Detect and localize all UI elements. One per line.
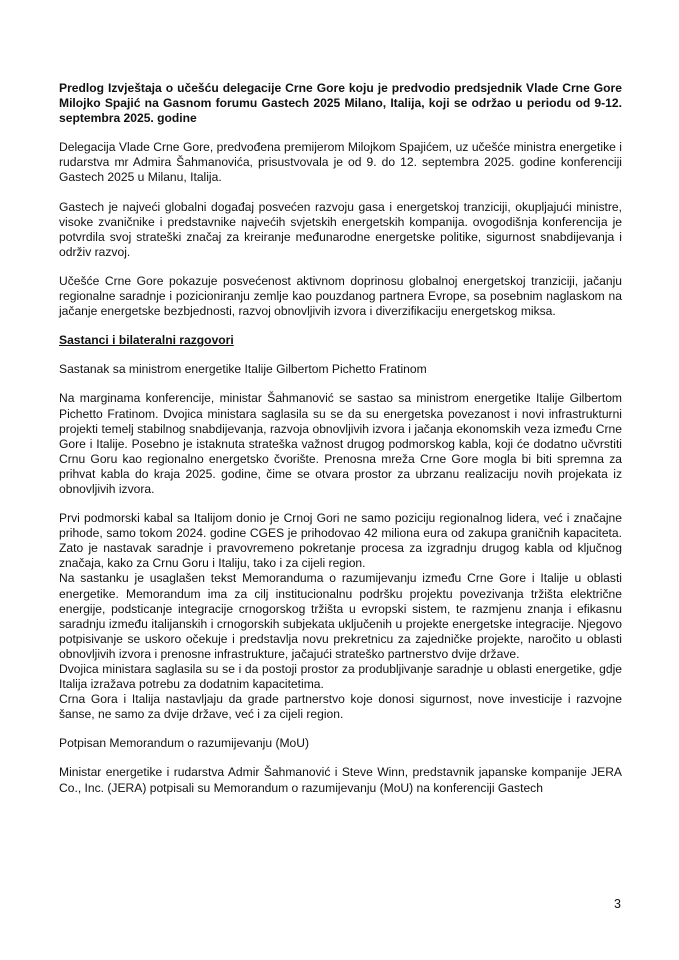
mou-paragraph: Ministar energetike i rudarstva Admir Šahmanović i Steve Winn, predstavnik japanske kompanije JERA Co., Inc. (JERA) potpisali su Memorandum o razumijevanju (MoU) na konferenciji Gastech bbox=[59, 765, 622, 795]
page-number: 3 bbox=[614, 897, 621, 911]
meeting-paragraph-5: Crna Gora i Italija nastavljaju da grade partnerstvo koje donosi sigurnost, nove investicije i razvojne šanse, ne samo za dvije države, već i za cijeli region. bbox=[59, 692, 622, 722]
document-body bbox=[59, 81, 622, 796]
subsection-title-mou: Potpisan Memorandum o razumijevanju (MoU) bbox=[59, 736, 310, 751]
document-title: Predlog Izvještaja o učešću delegacije Crne Gore koju je predvodio predsjednik Vlade Crne Gore Milojko Spajić na Gasnom forumu Gastech 2025 Milano, Italija, koji se održao u periodu od 9-12. septembra 2025. godine bbox=[59, 81, 622, 126]
subsection-title-meeting: Sastanak sa ministrom energetike Italije Gilbertom Pichetto Fratinom bbox=[59, 362, 427, 377]
intro-paragraph-1: Delegacija Vlade Crne Gore, predvođena premijerom Milojkom Spajićem, uz učešće ministra energetike i rudarstva mr Admira Šahmanovića, prisustvovala je od 9. do 12. septembra 2025. godine konferenciji Gastech 2025 u Milanu, Italija. bbox=[59, 140, 622, 185]
meeting-paragraph-2: Prvi podmorski kabal sa Italijom donio je Crnoj Gori ne samo poziciju regionalnog lidera, već i značajne prihode, samo tokom 2024. godine CGES je prihodovao 42 miliona eura od zakupa graničnih kapaciteta. Zato je nastavak saradnje i pravovremeno pokretanje procesa za izgradnju drugog kabla od ključnog značaja, kako za Crnu Goru i Italiju, tako i za cijeli region. bbox=[59, 511, 622, 571]
meeting-paragraph-1: Na marginama konferencije, ministar Šahmanović se sastao sa ministrom energetike Italije Gilbertom Pichetto Fratinom. Dvojica ministara saglasila su se da su energetska povezanost i novi infrastrukturni projekti temelj stabilnog snabdijevanja, razvoja obnovljivih izvora i jačanja ekonomskih veza između Crne Gore i Italije. Posebno je istaknuta strateška važnost drugog podmorskog kabla, koji će dodatno učvrstiti Crnu Goru kao regionalno energetsko čvorište. Prenosna mreža Crne Gore mogla bi biti spremna za prihvat kabla do kraja 2025. godine, čime se otvara prostor za ubrzanu realizaciju novih projekata iz obnovljivih izvora. bbox=[59, 391, 622, 496]
meeting-paragraph-4: Dvojica ministara saglasila su se i da postoji prostor za produbljivanje saradnje u oblasti energetike, gdje Italija izražava potrebu za dodatnim kapacitetima. bbox=[59, 662, 622, 692]
intro-paragraph-3: Učešće Crne Gore pokazuje posvećenost aktivnom doprinosu globalnoj energetskoj tranziciji, jačanju regionalne saradnje i pozicioniranju zemlje kao pouzdanog partnera Evrope, sa posebnim naglaskom na jačanje energetske bezbjednosti, razvoj obnovljivih izvora i diverzifikaciju energetskog miksa. bbox=[59, 273, 622, 319]
section-heading: Sastanci i bilateralni razgovori bbox=[59, 333, 234, 348]
meeting-paragraph-3: Na sastanku je usaglašen tekst Memoranduma o razumijevanju između Crne Gore i Italije u oblasti energetike. Memorandum ima za cilj institucionalnu podršku projektu povezivanja tržišta električne energije, podsticanje integracije crnogorskog tržišta u evropski sistem, te razmjenu znanja i efikasnu saradnju između italijanskih i crnogorskih subjekata uključenih u projekte energetske integracije. Njegovo potpisivanje se uskoro očekuje i predstavlja novu prekretnicu za zajedničke projekte, naročito u oblasti obnovljivih izvora i prenosne infrastrukture, jačajući strateško partnerstvo dvije države. bbox=[59, 571, 622, 661]
intro-paragraph-2: Gastech je najveći globalni događaj posvećen razvoju gasa i energetskoj tranziciji, okupljajući ministre, visoke zvaničnike i predstavnike najvećih svjetskih energetskih kompanija. ovogodišnja konferencija je potvrdila svoj strateški značaj za kreiranje međunarodne energetske politike, sigurnost snabdijevanja i održiv razvoj. bbox=[59, 199, 622, 259]
